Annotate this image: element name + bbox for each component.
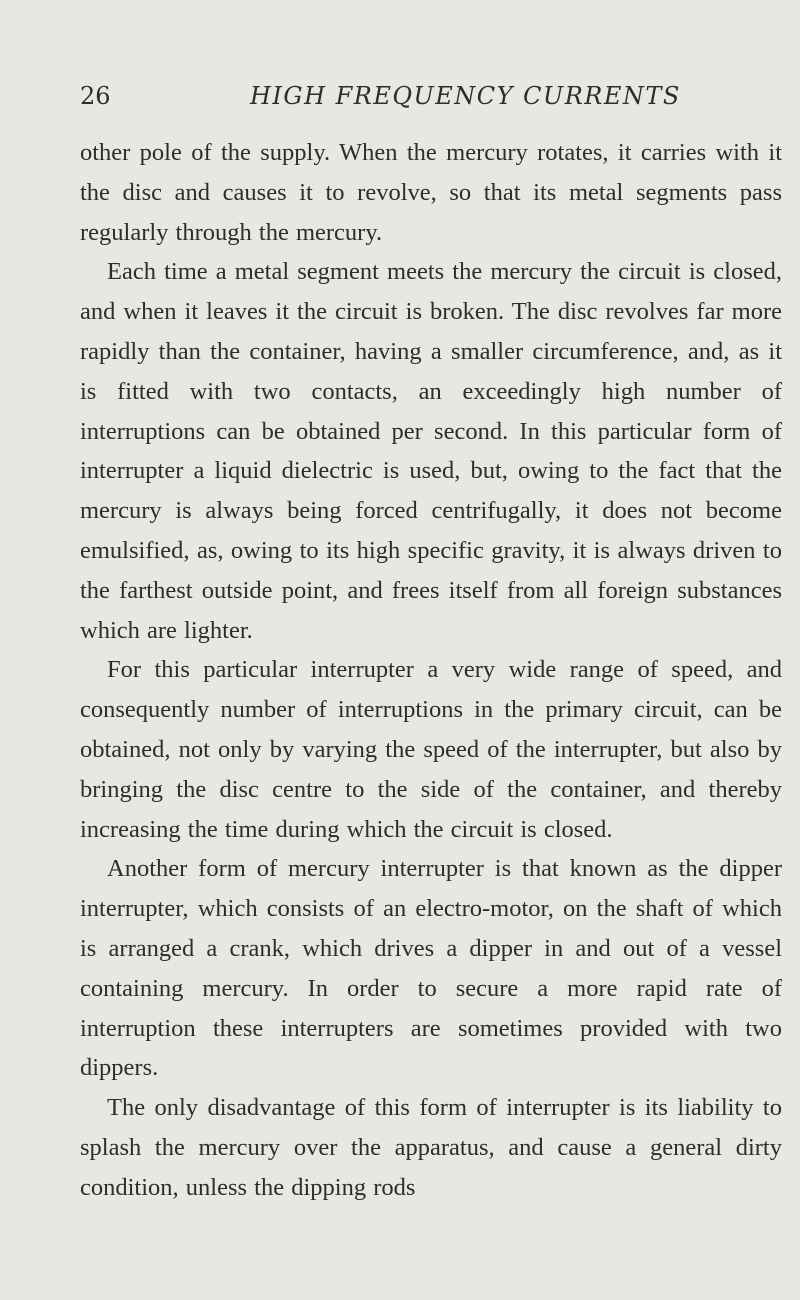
body-text (80, 133, 782, 1208)
paragraph-continued: other pole of the supply. When the mercury rotates, it carries with it the disc and causes it to revolve, so that its metal segments pass regularly through the mercury. (80, 139, 782, 246)
running-head: HIGH FREQUENCY CURRENTS (250, 82, 681, 110)
page-number: 26 (80, 82, 111, 110)
page-header (80, 82, 780, 116)
paragraph: Another form of mercury interrupter is that known as the dipper interrupter, which consists of an electro-motor, on the shaft of which is arranged a crank, which drives a dipper in and out of a vessel containing mercury. In order to secure a more rapid rate of interruption these interrupters are sometimes provided with two dippers. (80, 855, 782, 1082)
paragraph: The only disadvantage of this form of interrupter is its liability to splash the mercury over the apparatus, and cause a general dirty condition, unless the dipping rods (80, 1094, 782, 1201)
paragraph: For this particular interrupter a very wide range of speed, and consequently number of interruptions in the primary circuit, can be obtained, not only by varying the speed of the interrupter, but also by bringing the disc centre to the side of the container, and thereby increasing the time during which the circuit is closed. (80, 656, 782, 843)
paragraph: Each time a metal segment meets the mercury the circuit is closed, and when it leaves it the circuit is broken. The disc revolves far more rapidly than the container, having a smaller circumference, and, as it is fitted with two contacts, an exceedingly high number of interruptions can be obtained per second. In this particular form of interrupter a liquid dielectric is used, but, owing to the fact that the mercury is always being forced centrifugally, it does not become emulsified, as, owing to its high specific gravity, it is always driven to the farthest outside point, and frees itself from all foreign substances which are lighter. (80, 258, 782, 644)
